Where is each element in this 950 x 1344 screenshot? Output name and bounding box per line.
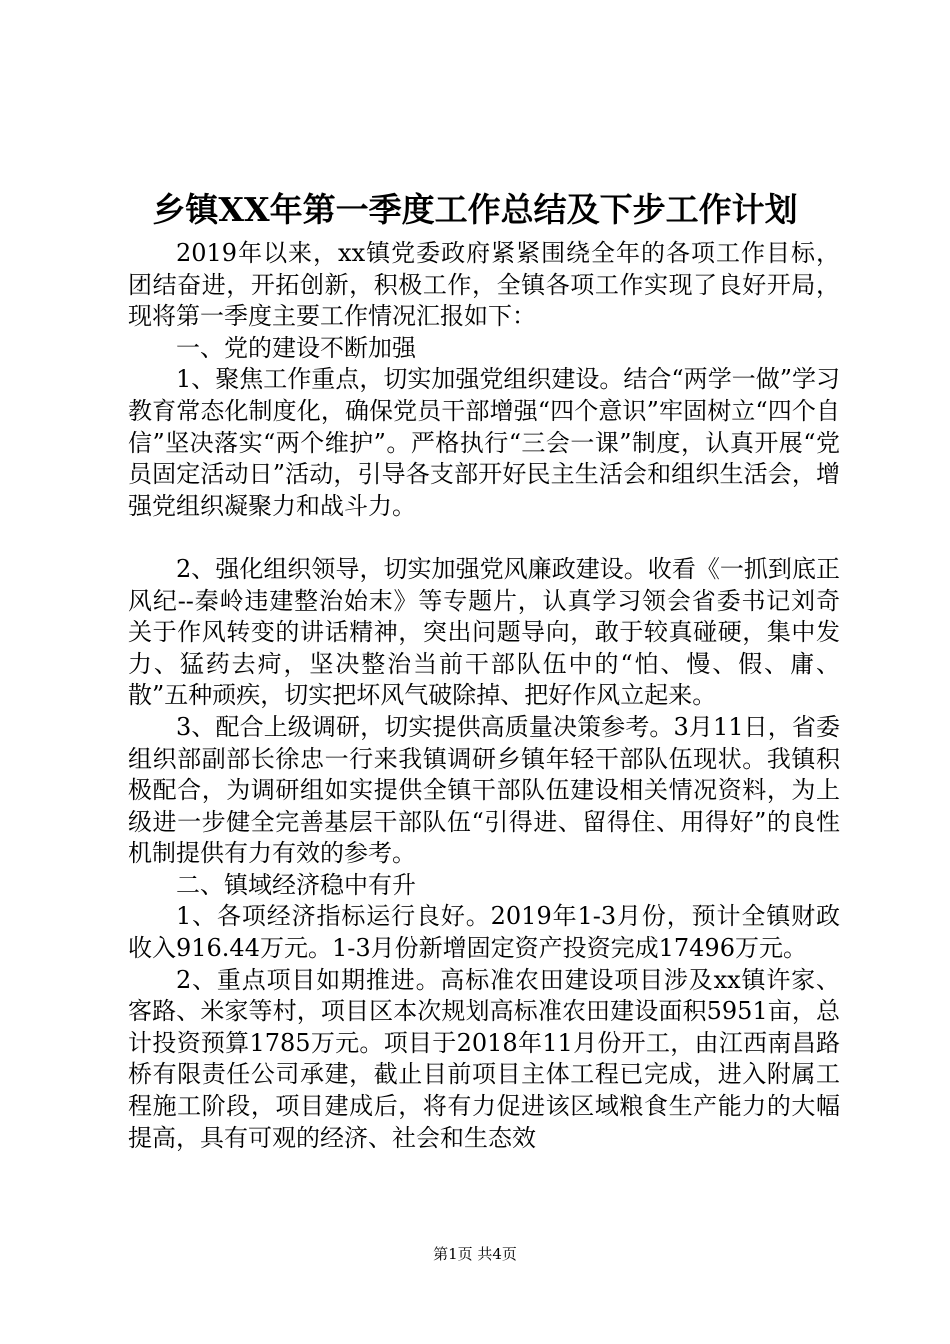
section-heading-party-building: 一、党的建设不断加强 bbox=[176, 333, 416, 362]
document-body bbox=[128, 238, 840, 1154]
paragraph-party-3: 3、配合上级调研，切实提供高质量决策参考。3月11日，省委组织部副部长徐忠一行来我镇调研乡镇年轻干部队伍现状。我镇积极配合，为调研组如实提供全镇干部队伍建设相关情况资料，为上级进一步健全完善基层干部队伍“引得进、留得住、用得好”的良性机制提供有力有效的参考。 bbox=[128, 712, 840, 868]
document-title: 乡镇XX年第一季度工作总结及下步工作计划 bbox=[152, 190, 798, 229]
paragraph-economy-2: 2、重点项目如期推进。高标准农田建设项目涉及xx镇许家、客路、米家等村，项目区本次规划高标准农田建设面积5951亩，总计投资预算1785万元。项目于2018年11月份开工，由江西南昌路桥有限责任公司承建，截止目前项目主体工程已完成，进入附属工程施工阶段，项目建成后，将有力促进该区域粮食生产能力的大幅提高，具有可观的经济、社会和生态效 bbox=[128, 965, 840, 1152]
paragraph-party-1: 1、聚焦工作重点，切实加强党组织建设。结合“两学一做”学习教育常态化制度化，确保党员干部增强“四个意识”牢固树立“四个自信”坚决落实“两个维护”。严格执行“三会一课”制度，认真开展“党员固定活动日”活动，引导各支部开好民主生活会和组织生活会，增强党组织凝聚力和战斗力。 bbox=[128, 365, 840, 520]
blank-line bbox=[128, 522, 840, 554]
paragraph-party-2: 2、强化组织领导，切实加强党风廉政建设。收看《一抓到底正风纪--秦岭违建整治始末》等专题片，认真学习领会省委书记刘奇关于作风转变的讲话精神，突出问题导向，敢于较真碰硬，集中发力、猛药去疴，坚决整治当前干部队伍中的“怕、慢、假、庸、散”五种顽疾，切实把坏风气破除掉、把好作风立起来。 bbox=[128, 554, 840, 710]
intro-paragraph: 2019年以来，xx镇党委政府紧紧围绕全年的各项工作目标，团结奋进，开拓创新，积极工作，全镇各项工作实现了良好开局，现将第一季度主要工作情况汇报如下： bbox=[128, 239, 840, 331]
page-number-footer: 第1页 共4页 bbox=[433, 1245, 517, 1263]
paragraph-economy-1: 1、各项经济指标运行良好。2019年1-3月份，预计全镇财政收入916.44万元。1-3月份新增固定资产投资完成17496万元。 bbox=[128, 902, 840, 963]
section-heading-economy: 二、镇域经济稳中有升 bbox=[176, 870, 416, 899]
